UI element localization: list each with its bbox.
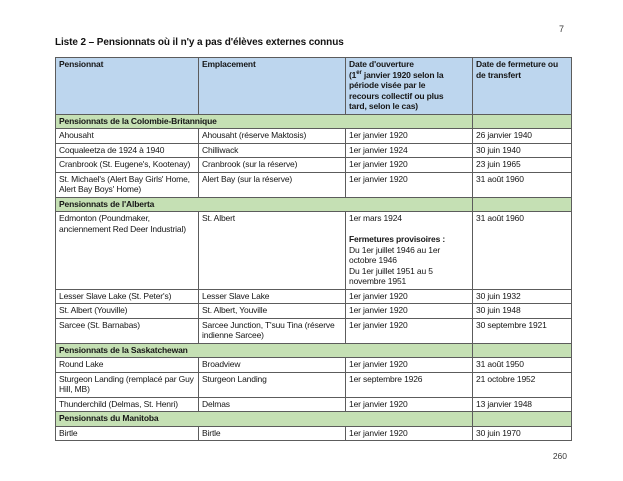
section-header-label: Pensionnats de la Colombie-Britannique <box>56 114 473 129</box>
page-number-bottom: 260 <box>552 451 567 461</box>
cell-date-ouverture <box>346 158 473 173</box>
section-header-empty-cell <box>473 412 572 427</box>
document-title: Liste 2 – Pensionnats où il n'y a pas d'élèves externes connus <box>55 37 344 48</box>
date-ouverture-line: 1er janvier 1920 <box>349 359 408 369</box>
date-ouverture-line: 1er janvier 1920 <box>349 173 408 184</box>
cell-emplacement: Alert Bay (sur la réserve) <box>199 172 346 197</box>
date-ouverture-line: 1er janvier 1920 <box>349 130 408 140</box>
cell-emplacement: St. Albert, Youville <box>199 304 346 319</box>
header-date-ouverture-parenthetical <box>349 70 456 112</box>
cell-date-ouverture <box>346 318 473 343</box>
cell-date-fermeture: 21 octobre 1952 <box>473 372 572 397</box>
section-header-label: Pensionnats de la Saskatchewan <box>56 343 473 358</box>
school-row <box>56 358 572 373</box>
date-ouverture-line: 1er janvier 1920 <box>349 319 408 330</box>
cell-date-fermeture: 13 janvier 1948 <box>473 397 572 412</box>
school-row <box>56 143 572 158</box>
cell-date-ouverture <box>346 358 473 373</box>
date-ouverture-line: 1er janvier 1920 <box>349 159 408 169</box>
cell-emplacement: Delmas <box>199 397 346 412</box>
cell-date-fermeture: 30 septembre 1921 <box>473 318 572 343</box>
cell-pensionnat: Sturgeon Landing (remplacé par Guy Hill, MB) <box>56 372 199 397</box>
cell-emplacement: Birtle <box>199 426 346 441</box>
cell-date-fermeture: 26 janvier 1940 <box>473 129 572 144</box>
section-header-empty-cell <box>473 114 572 129</box>
cell-pensionnat: Round Lake <box>56 358 199 373</box>
cell-date-ouverture <box>346 397 473 412</box>
section-header-row <box>56 412 572 427</box>
school-row <box>56 318 572 343</box>
schools-table <box>55 57 572 441</box>
cell-date-ouverture <box>346 304 473 319</box>
cell-pensionnat: St. Albert (Youville) <box>56 304 199 319</box>
cell-emplacement: Chilliwack <box>199 143 346 158</box>
header-parenthetical-rest: janvier 1920 selon la période visée par le recours collectif ou plus tard, selon le cas) <box>349 69 444 111</box>
date-ouverture-line: Du 1er juillet 1951 au 5 novembre 1951 <box>349 265 433 286</box>
school-row <box>56 372 572 397</box>
cell-date-fermeture: 30 juin 1940 <box>473 143 572 158</box>
date-ouverture-line: Du 1er juillet 1946 au 1er octobre 1946 <box>349 244 441 265</box>
cell-emplacement: St. Albert <box>199 212 346 290</box>
section-header-row <box>56 343 572 358</box>
school-row <box>56 172 572 197</box>
cell-pensionnat: Coqualeetza de 1924 à 1940 <box>56 143 199 158</box>
cell-emplacement: Sarcee Junction, T'suu Tina (réserve indienne Sarcee) <box>199 318 346 343</box>
cell-date-ouverture <box>346 426 473 441</box>
school-row <box>56 212 572 290</box>
school-row <box>56 426 572 441</box>
page-number-top: 7 <box>558 24 564 34</box>
cell-pensionnat: Lesser Slave Lake (St. Peter's) <box>56 289 199 304</box>
column-header-pensionnat: Pensionnat <box>56 58 199 115</box>
header-date-ouverture-line1: Date d'ouverture <box>349 59 414 69</box>
cell-date-ouverture <box>346 172 473 197</box>
date-ouverture-line: 1er septembre 1926 <box>349 373 423 384</box>
cell-pensionnat: Edmonton (Poundmaker, anciennement Red Deer Industrial) <box>56 212 199 290</box>
date-ouverture-line <box>349 224 452 235</box>
cell-date-ouverture <box>346 289 473 304</box>
cell-pensionnat: Thunderchild (Delmas, St. Henri) <box>56 397 199 412</box>
column-header-date-ouverture <box>346 58 473 115</box>
cell-date-ouverture <box>346 143 473 158</box>
cell-date-ouverture <box>346 372 473 397</box>
cell-date-ouverture <box>346 129 473 144</box>
cell-date-ouverture <box>346 212 473 290</box>
section-header-row <box>56 114 572 129</box>
header-superscript-er: er <box>356 69 362 76</box>
date-ouverture-line: 1er mars 1924 <box>349 213 402 223</box>
section-header-label: Pensionnats de l'Alberta <box>56 197 473 212</box>
cell-emplacement: Sturgeon Landing <box>199 372 346 397</box>
school-row <box>56 129 572 144</box>
schools-table-body <box>56 114 572 441</box>
school-row <box>56 397 572 412</box>
section-header-empty-cell <box>473 343 572 358</box>
column-header-emplacement: Emplacement <box>199 58 346 115</box>
date-ouverture-line: 1er janvier 1920 <box>349 427 408 438</box>
cell-pensionnat: Sarcee (St. Barnabas) <box>56 318 199 343</box>
cell-date-fermeture: 31 août 1950 <box>473 358 572 373</box>
table-header-row <box>56 58 572 115</box>
cell-date-fermeture: 30 juin 1932 <box>473 289 572 304</box>
date-ouverture-line: 1er janvier 1920 <box>349 290 408 301</box>
section-header-row <box>56 197 572 212</box>
cell-emplacement: Cranbrook (sur la réserve) <box>199 158 346 173</box>
date-ouverture-line: 1er janvier 1920 <box>349 305 408 315</box>
cell-pensionnat: St. Michael's (Alert Bay Girls' Home, Alert Bay Boys' Home) <box>56 172 199 197</box>
cell-date-fermeture: 31 août 1960 <box>473 172 572 197</box>
cell-date-fermeture: 23 juin 1965 <box>473 158 572 173</box>
closure-note-title: Fermetures provisoires : <box>349 234 446 244</box>
section-header-empty-cell <box>473 197 572 212</box>
date-ouverture-line: 1er janvier 1920 <box>349 398 408 409</box>
cell-pensionnat: Ahousaht <box>56 129 199 144</box>
header-parenthetical-prefix: (1 <box>349 69 357 80</box>
date-ouverture-line: 1er janvier 1924 <box>349 144 408 155</box>
cell-emplacement: Lesser Slave Lake <box>199 289 346 304</box>
school-row <box>56 304 572 319</box>
cell-pensionnat: Birtle <box>56 426 199 441</box>
cell-date-fermeture: 30 juin 1948 <box>473 304 572 319</box>
cell-pensionnat: Cranbrook (St. Eugene's, Kootenay) <box>56 158 199 173</box>
cell-date-fermeture: 31 août 1960 <box>473 212 572 290</box>
school-row <box>56 289 572 304</box>
school-row <box>56 158 572 173</box>
cell-emplacement: Ahousaht (réserve Maktosis) <box>199 129 346 144</box>
column-header-date-fermeture: Date de fermeture ou de transfert <box>473 58 572 115</box>
cell-emplacement: Broadview <box>199 358 346 373</box>
section-header-label: Pensionnats du Manitoba <box>56 412 473 427</box>
cell-date-fermeture: 30 juin 1970 <box>473 426 572 441</box>
